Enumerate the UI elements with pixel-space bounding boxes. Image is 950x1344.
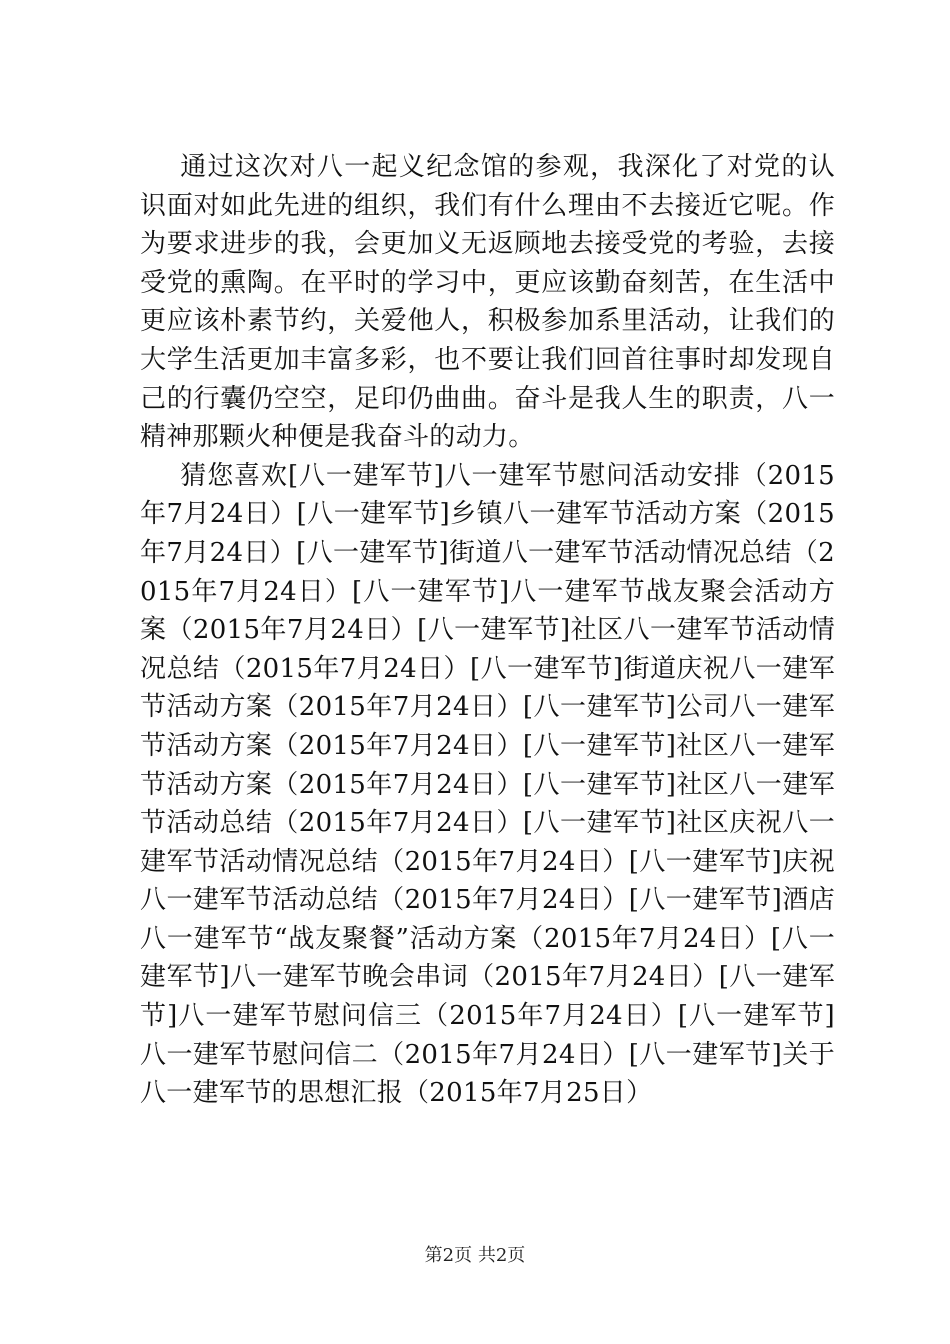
page-number-footer: 第2页 共2页	[424, 1245, 526, 1266]
related-articles-paragraph: 猜您喜欢[八一建军节]八一建军节慰问活动安排（2015年7月24日）[八一建军节]乡镇八一建军节活动方案（2015年7月24日）[八一建军节]街道八一建军节活动情况总结（2015年7月24日）[八一建军节]八一建军节战友聚会活动方案（2015年7月24日）[八一建军节]社区八一建军节活动情况总结（2015年7月24日）[八一建军节]街道庆祝八一建军节活动方案（2015年7月24日）[八一建军节]公司八一建军节活动方案（2015年7月24日）[八一建军节]社区八一建军节活动方案（2015年7月24日）[八一建军节]社区八一建军节活动总结（2015年7月24日）[八一建军节]社区庆祝八一建军节活动情况总结（2015年7月24日）[八一建军节]庆祝八一建军节活动总结（2015年7月24日）[八一建军节]酒店八一建军节“战友聚餐”活动方案（2015年7月24日）[八一建军节]八一建军节晚会串词（2015年7月24日）[八一建军节]八一建军节慰问信三（2015年7月24日）[八一建军节]八一建军节慰问信二（2015年7月24日）[八一建军节]关于八一建军节的思想汇报（2015年7月25日）	[140, 460, 835, 1109]
document-body	[140, 148, 835, 1113]
reflection-paragraph: 通过这次对八一起义纪念馆的参观，我深化了对党的认识面对如此先进的组织，我们有什么理由不去接近它呢。作为要求进步的我，会更加义无返顾地去接受党的考验，去接受党的熏陶。在平时的学习中，更应该勤奋刻苦，在生活中更应该朴素节约，关爱他人，积极参加系里活动，让我们的大学生活更加丰富多彩，也不要让我们回首往事时却发现自己的行囊仍空空，足印仍曲曲。奋斗是我人生的职责，八一精神那颗火种便是我奋斗的动力。	[140, 152, 835, 453]
